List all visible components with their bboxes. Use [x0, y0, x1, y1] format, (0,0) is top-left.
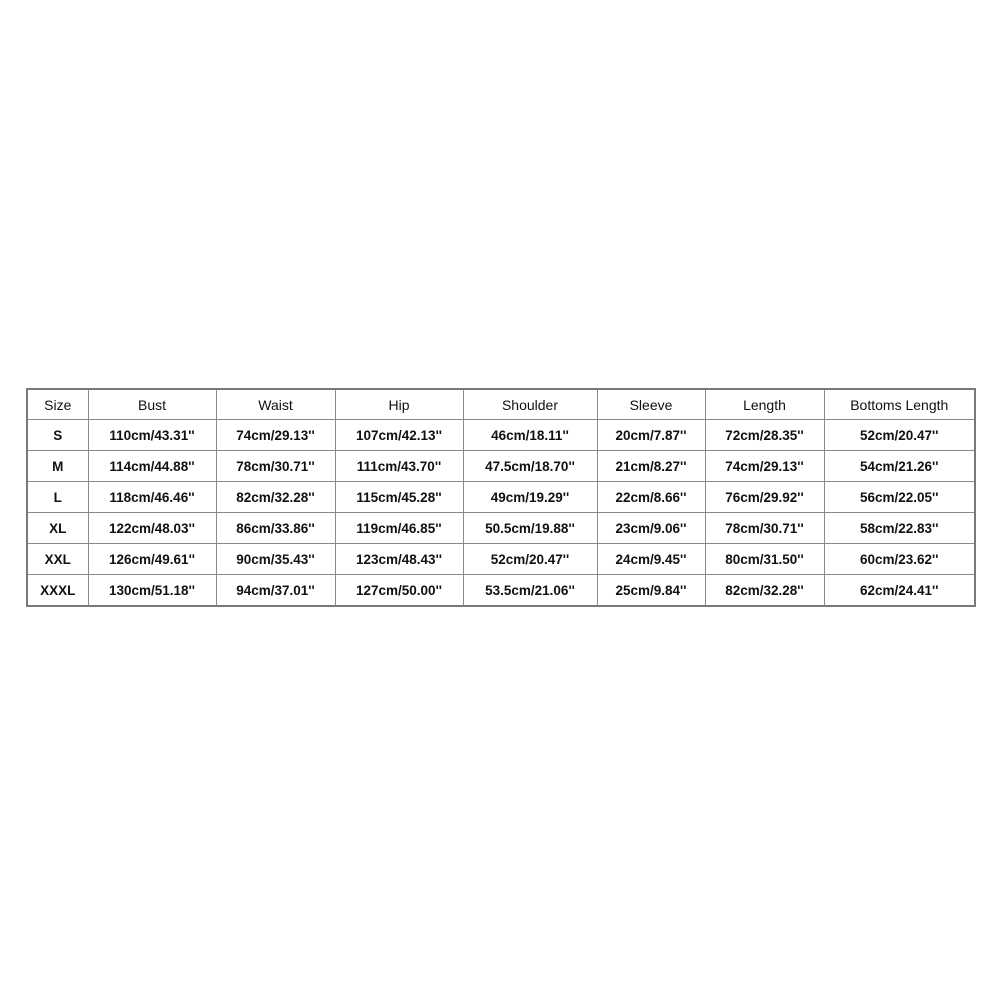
header-bottoms-length: Bottoms Length: [824, 389, 975, 420]
bust-cell: 122cm/48.03'': [88, 513, 216, 544]
sleeve-cell: 22cm/8.66'': [597, 482, 705, 513]
bottoms-length-cell: 56cm/22.05'': [824, 482, 975, 513]
shoulder-cell: 52cm/20.47'': [463, 544, 597, 575]
length-cell: 82cm/32.28'': [705, 575, 824, 607]
size-cell: M: [27, 451, 88, 482]
shoulder-cell: 46cm/18.11'': [463, 420, 597, 451]
header-hip: Hip: [335, 389, 463, 420]
hip-cell: 111cm/43.70'': [335, 451, 463, 482]
table-row: [27, 544, 975, 575]
hip-cell: 107cm/42.13'': [335, 420, 463, 451]
bottoms-length-cell: 54cm/21.26'': [824, 451, 975, 482]
size-cell: XXXL: [27, 575, 88, 607]
bottoms-length-cell: 62cm/24.41'': [824, 575, 975, 607]
hip-cell: 123cm/48.43'': [335, 544, 463, 575]
sleeve-cell: 23cm/9.06'': [597, 513, 705, 544]
header-bust: Bust: [88, 389, 216, 420]
hip-cell: 119cm/46.85'': [335, 513, 463, 544]
hip-cell: 115cm/45.28'': [335, 482, 463, 513]
sleeve-cell: 21cm/8.27'': [597, 451, 705, 482]
bust-cell: 130cm/51.18'': [88, 575, 216, 607]
shoulder-cell: 53.5cm/21.06'': [463, 575, 597, 607]
bust-cell: 126cm/49.61'': [88, 544, 216, 575]
bottoms-length-cell: 52cm/20.47'': [824, 420, 975, 451]
shoulder-cell: 47.5cm/18.70'': [463, 451, 597, 482]
bust-cell: 110cm/43.31'': [88, 420, 216, 451]
waist-cell: 82cm/32.28'': [216, 482, 335, 513]
waist-cell: 94cm/37.01'': [216, 575, 335, 607]
waist-cell: 74cm/29.13'': [216, 420, 335, 451]
table-header-row: [27, 389, 975, 420]
length-cell: 74cm/29.13'': [705, 451, 824, 482]
length-cell: 80cm/31.50'': [705, 544, 824, 575]
table-row: [27, 482, 975, 513]
table-row: [27, 420, 975, 451]
hip-cell: 127cm/50.00'': [335, 575, 463, 607]
size-cell: XXL: [27, 544, 88, 575]
shoulder-cell: 50.5cm/19.88'': [463, 513, 597, 544]
sleeve-cell: 24cm/9.45'': [597, 544, 705, 575]
bottoms-length-cell: 58cm/22.83'': [824, 513, 975, 544]
header-size: Size: [27, 389, 88, 420]
table-row: [27, 451, 975, 482]
header-sleeve: Sleeve: [597, 389, 705, 420]
size-chart-table: [26, 388, 976, 607]
header-length: Length: [705, 389, 824, 420]
sleeve-cell: 20cm/7.87'': [597, 420, 705, 451]
length-cell: 78cm/30.71'': [705, 513, 824, 544]
bust-cell: 114cm/44.88'': [88, 451, 216, 482]
table-row: [27, 513, 975, 544]
shoulder-cell: 49cm/19.29'': [463, 482, 597, 513]
bottoms-length-cell: 60cm/23.62'': [824, 544, 975, 575]
length-cell: 76cm/29.92'': [705, 482, 824, 513]
bust-cell: 118cm/46.46'': [88, 482, 216, 513]
waist-cell: 78cm/30.71'': [216, 451, 335, 482]
size-cell: XL: [27, 513, 88, 544]
waist-cell: 86cm/33.86'': [216, 513, 335, 544]
header-shoulder: Shoulder: [463, 389, 597, 420]
length-cell: 72cm/28.35'': [705, 420, 824, 451]
header-waist: Waist: [216, 389, 335, 420]
waist-cell: 90cm/35.43'': [216, 544, 335, 575]
table-row: [27, 575, 975, 607]
size-cell: S: [27, 420, 88, 451]
sleeve-cell: 25cm/9.84'': [597, 575, 705, 607]
size-cell: L: [27, 482, 88, 513]
